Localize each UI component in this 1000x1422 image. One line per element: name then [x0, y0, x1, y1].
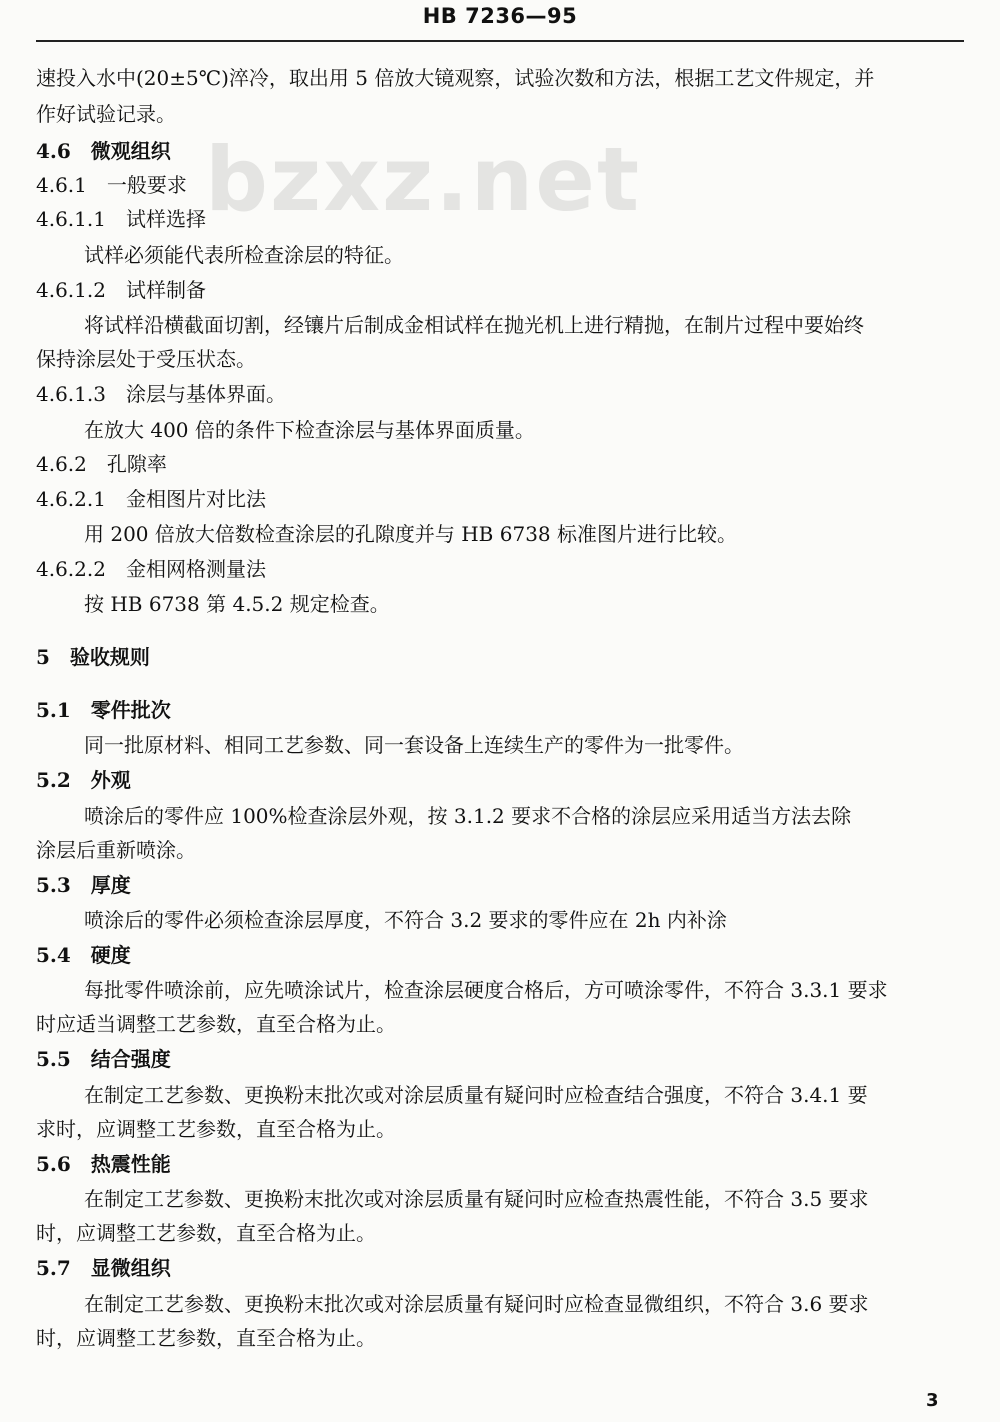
- paragraph-line: 速投入水中(20±5℃)淬冷，取出用 5 倍放大镜观察，试验次数和方法，根据工艺文件规定，并: [36, 66, 875, 90]
- header-rule: [36, 40, 964, 42]
- paragraph-line: 喷涂后的零件必须检查涂层厚度，不符合 3.2 要求的零件应在 2h 内补涂: [84, 908, 727, 932]
- section-heading-5-1: 5.1 零件批次: [36, 698, 171, 722]
- section-heading-4-6-1-2: 4.6.1.2 试样制备: [36, 278, 206, 302]
- section-heading-5-3: 5.3 厚度: [36, 873, 131, 897]
- paragraph-line: 每批零件喷涂前，应先喷涂试片，检查涂层硬度合格后，方可喷涂零件，不符合 3.3.1 要求: [84, 978, 888, 1002]
- section-heading-4-6-2: 4.6.2 孔隙率: [36, 452, 167, 476]
- section-heading-4-6-2-2: 4.6.2.2 金相网格测量法: [36, 557, 266, 581]
- paragraph-line: 涂层后重新喷涂。: [36, 838, 196, 862]
- paragraph-line: 试样必须能代表所检查涂层的特征。: [84, 243, 404, 267]
- paragraph-line: 按 HB 6738 第 4.5.2 规定检查。: [84, 592, 390, 616]
- section-heading-5-4: 5.4 硬度: [36, 943, 131, 967]
- paragraph-line: 在放大 400 倍的条件下检查涂层与基体界面质量。: [84, 418, 535, 442]
- section-heading-4-6-2-1: 4.6.2.1 金相图片对比法: [36, 487, 266, 511]
- paragraph-line: 时应适当调整工艺参数，直至合格为止。: [36, 1012, 396, 1036]
- paragraph-line: 在制定工艺参数、更换粉末批次或对涂层质量有疑问时应检查热震性能，不符合 3.5 要求: [84, 1187, 869, 1211]
- paragraph-line: 将试样沿横截面切割，经镶片后制成金相试样在抛光机上进行精抛，在制片过程中要始终: [84, 313, 864, 337]
- section-heading-4-6-1-1: 4.6.1.1 试样选择: [36, 207, 206, 231]
- paragraph-line: 喷涂后的零件应 100%检查涂层外观，按 3.1.2 要求不合格的涂层应采用适当方法去除: [84, 804, 852, 828]
- section-heading-5-2: 5.2 外观: [36, 768, 131, 792]
- page-number: 3: [926, 1390, 939, 1411]
- section-heading-4-6-1-3: 4.6.1.3 涂层与基体界面。: [36, 382, 286, 406]
- paragraph-line: 求时，应调整工艺参数，直至合格为止。: [36, 1117, 396, 1141]
- paragraph-line: 时，应调整工艺参数，直至合格为止。: [36, 1221, 376, 1245]
- paragraph-line: 同一批原材料、相同工艺参数、同一套设备上连续生产的零件为一批零件。: [84, 733, 744, 757]
- paragraph-line: 保持涂层处于受压状态。: [36, 347, 256, 371]
- section-heading-4-6-1: 4.6.1 一般要求: [36, 173, 187, 197]
- section-heading-5: 5 验收规则: [36, 645, 150, 669]
- section-heading-5-5: 5.5 结合强度: [36, 1047, 171, 1071]
- section-heading-5-6: 5.6 热震性能: [36, 1152, 171, 1176]
- section-heading-4-6: 4.6 微观组织: [36, 139, 171, 163]
- document-code-header: HB 7236—95: [422, 4, 578, 28]
- watermark: bzxz.net: [205, 128, 642, 231]
- paragraph-line: 作好试验记录。: [36, 102, 176, 126]
- paragraph-line: 时，应调整工艺参数，直至合格为止。: [36, 1326, 376, 1350]
- paragraph-line: 在制定工艺参数、更换粉末批次或对涂层质量有疑问时应检查显微组织，不符合 3.6 要求: [84, 1292, 869, 1316]
- section-heading-5-7: 5.7 显微组织: [36, 1256, 171, 1280]
- paragraph-line: 在制定工艺参数、更换粉末批次或对涂层质量有疑问时应检查结合强度，不符合 3.4.1 要: [84, 1083, 868, 1107]
- paragraph-line: 用 200 倍放大倍数检查涂层的孔隙度并与 HB 6738 标准图片进行比较。: [84, 522, 737, 546]
